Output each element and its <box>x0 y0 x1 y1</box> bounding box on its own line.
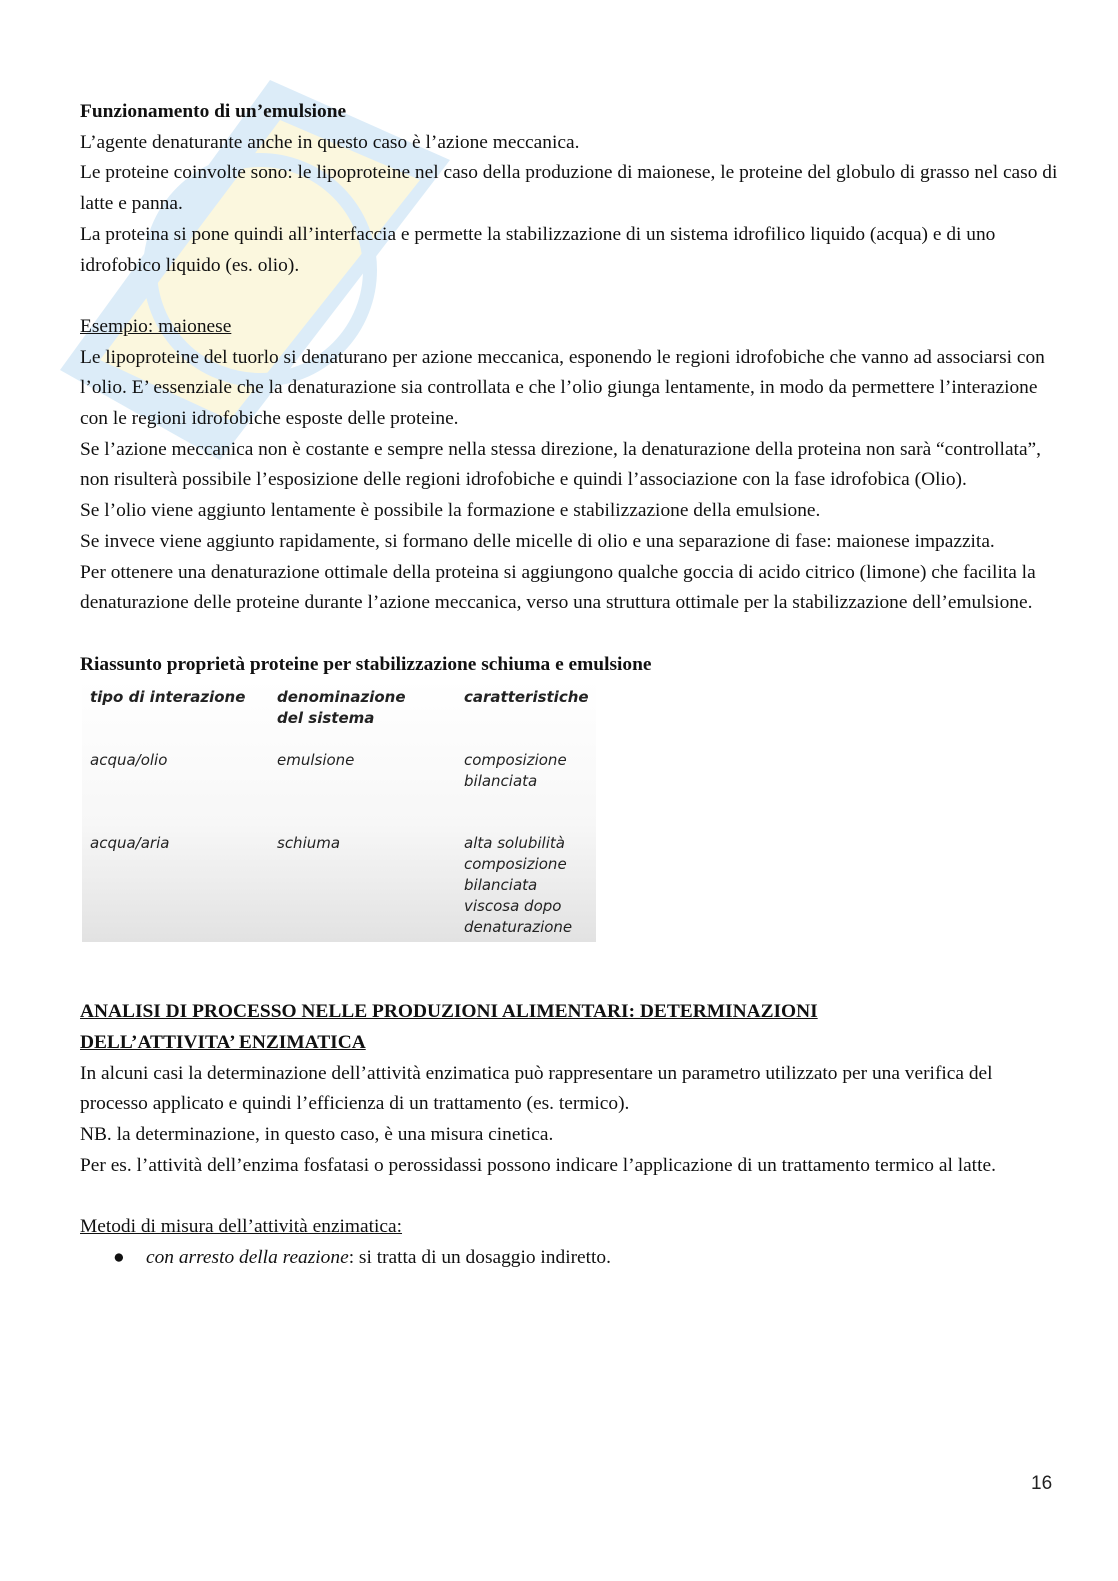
table-cell: composizione bilanciata <box>464 751 567 791</box>
paragraph: La proteina si pone quindi all’interfaccia e permette la stabilizzazione di un sistema idrofilico liquido (acqua) e di uno idrofobico liquido (es. olio). <box>80 223 996 276</box>
paragraph: NB. la determinazione, in questo caso, è una misura cinetica. <box>80 1124 554 1146</box>
page-number: 16 <box>1031 1473 1053 1494</box>
paragraph: Le lipoproteine del tuorlo si denaturano per azione meccanica, esponendo le regioni idrofobiche che vanno ad associarsi con l’olio. E’ essenziale che la denaturazione sia controllata e che l’olio giunga lentamente, in modo da permettere l’interazione con le regioni idrofobiche esposte delle proteine. <box>80 346 1045 430</box>
summary-heading: Riassunto proprietà proteine per stabilizzazione schiuma e emulsione <box>80 653 652 675</box>
table-header-cell: tipo di interazione <box>90 688 246 707</box>
bullet-icon: ● <box>113 1246 125 1268</box>
paragraph: In alcuni casi la determinazione dell’attività enzimatica può rappresentare un parametro utilizzato per una verifica del processo applicato e quindi l’efficienza di un trattamento (es. termico). <box>80 1062 993 1115</box>
paragraph: Se invece viene aggiunto rapidamente, si formano delle micelle di olio e una separazione di fase: maionese impazzita. <box>80 530 995 552</box>
table-header-cell: denominazione del sistema <box>277 688 406 728</box>
paragraph: Per es. l’attività dell’enzima fosfatasi o perossidassi possono indicare l’applicazione di un trattamento termico al latte. <box>80 1154 996 1176</box>
paragraph: Le proteine coinvolte sono: le lipoproteine nel caso della produzione di maionese, le proteine del globulo di grasso nel caso di latte e panna. <box>80 162 1058 215</box>
paragraph: Per ottenere una denaturazione ottimale della proteina si aggiungono qualche goccia di acido citrico (limone) che facilita la denaturazione delle proteine durante l’azione meccanica, verso una struttura ottimale per la stabilizzazione dell’emulsione. <box>80 561 1036 614</box>
methods-title: Metodi di misura dell’attività enzimatica: <box>80 1216 403 1238</box>
list-item-italic: con arresto della reazione <box>146 1246 349 1268</box>
paragraph: L’agente denaturante anche in questo caso è l’azione meccanica. <box>80 131 580 153</box>
section-title-line1: ANALISI DI PROCESSO NELLE PRODUZIONI ALIMENTARI: DETERMINAZIONI <box>80 1001 818 1023</box>
table-cell: acqua/olio <box>90 751 168 770</box>
table-cell: emulsione <box>277 751 355 770</box>
paragraph: Se l’olio viene aggiunto lentamente è possibile la formazione e stabilizzazione della emulsione. <box>80 500 821 522</box>
list-item <box>113 1243 1060 1274</box>
paragraph: Se l’azione meccanica non è costante e sempre nella stessa direzione, la denaturazione della proteina non sarà “controllata”, non risulterà possibile l’esposizione delle regioni idrofobiche e quindi l’associazione con la fase idrofobica (Olio). <box>80 438 1042 491</box>
list-item-rest: : si tratta di un dosaggio indiretto. <box>348 1246 611 1268</box>
summary-table <box>82 680 596 942</box>
section-title-line2: DELL’ATTIVITA’ ENZIMATICA <box>80 1032 366 1054</box>
page-content <box>80 97 1060 1274</box>
table-header-cell: caratteristiche <box>464 688 589 707</box>
table-cell: acqua/aria <box>90 834 170 853</box>
table-cell: schiuma <box>277 834 341 853</box>
section-heading-emulsione: Funzionamento di un’emulsione <box>80 101 347 122</box>
table-cell: alta solubilità composizione bilanciata viscosa dopo denaturazione <box>464 834 573 937</box>
example-title: Esempio: maionese <box>80 315 232 337</box>
list-item-text <box>146 1243 611 1274</box>
